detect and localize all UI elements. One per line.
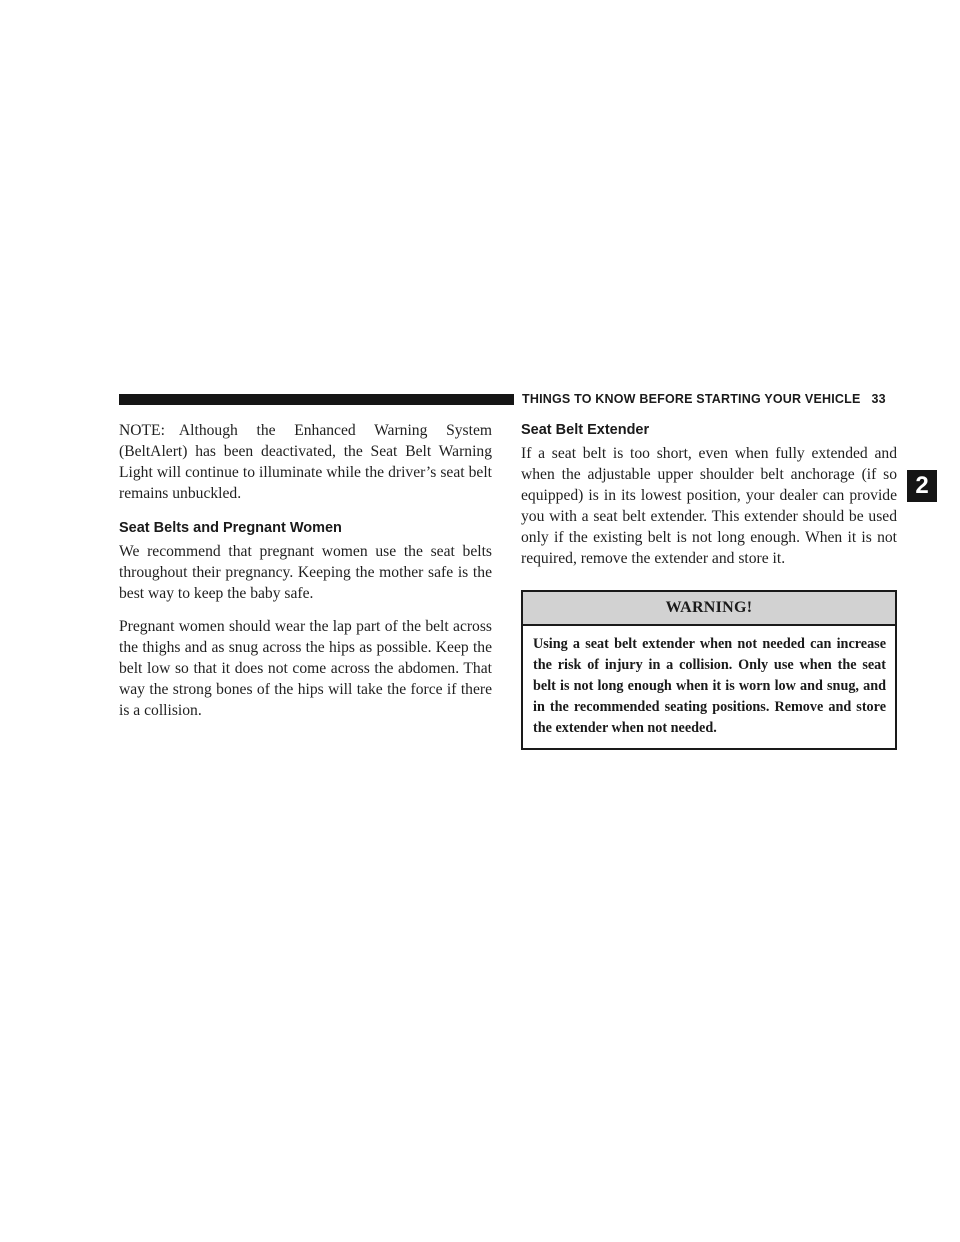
pregnant-women-paragraph-1: We recommend that pregnant women use the seat belts throughout their pregnancy. Keeping the mother safe is the best way to keep the baby safe. [119, 543, 492, 602]
warning-text: Using a seat belt extender when not needed can increase the risk of injury in a collision. Only use when the seat belt is not long enough when it is worn low and snug, and in the recommended seating positions. Remove and store the extender when not needed. [533, 636, 886, 736]
belt-extender-paragraph: If a seat belt is too short, even when fully extended and when the adjustable upper shoulder belt anchorage (if so equipped) is in its lowest position, your dealer can provide you with a seat belt extender. This extender should be used only if the existing belt is not long enough. When it is not required, remove the extender and store it. [521, 445, 897, 567]
section-heading-belt-extender: Seat Belt Extender [521, 422, 650, 438]
left-column [119, 420, 492, 721]
note-text: Although the Enhanced Warning System (BeltAlert) has been deactivated, the Seat Belt Warning Light will continue to illuminate while the driver’s seat belt remains unbuckled. [119, 422, 492, 502]
running-header [522, 392, 904, 406]
chapter-tab: 2 [907, 470, 937, 502]
running-header-title: THINGS TO KNOW BEFORE STARTING YOUR VEHICLE [522, 392, 861, 406]
page-number: 33 [871, 392, 886, 406]
header-rule-bar [119, 394, 514, 405]
warning-box [521, 590, 897, 750]
right-column [521, 420, 897, 750]
note-paragraph [119, 420, 492, 504]
note-label: NOTE: [119, 422, 165, 439]
pregnant-women-paragraph-2: Pregnant women should wear the lap part of the belt across the thighs and as snug across the hips as possible. Keep the belt low so that it does not come across the abdomen. That way the strong bones of the hips will take the force if there is a collision. [119, 618, 492, 719]
warning-title: WARNING! [523, 592, 895, 626]
section-heading-pregnant-women: Seat Belts and Pregnant Women [119, 520, 342, 536]
